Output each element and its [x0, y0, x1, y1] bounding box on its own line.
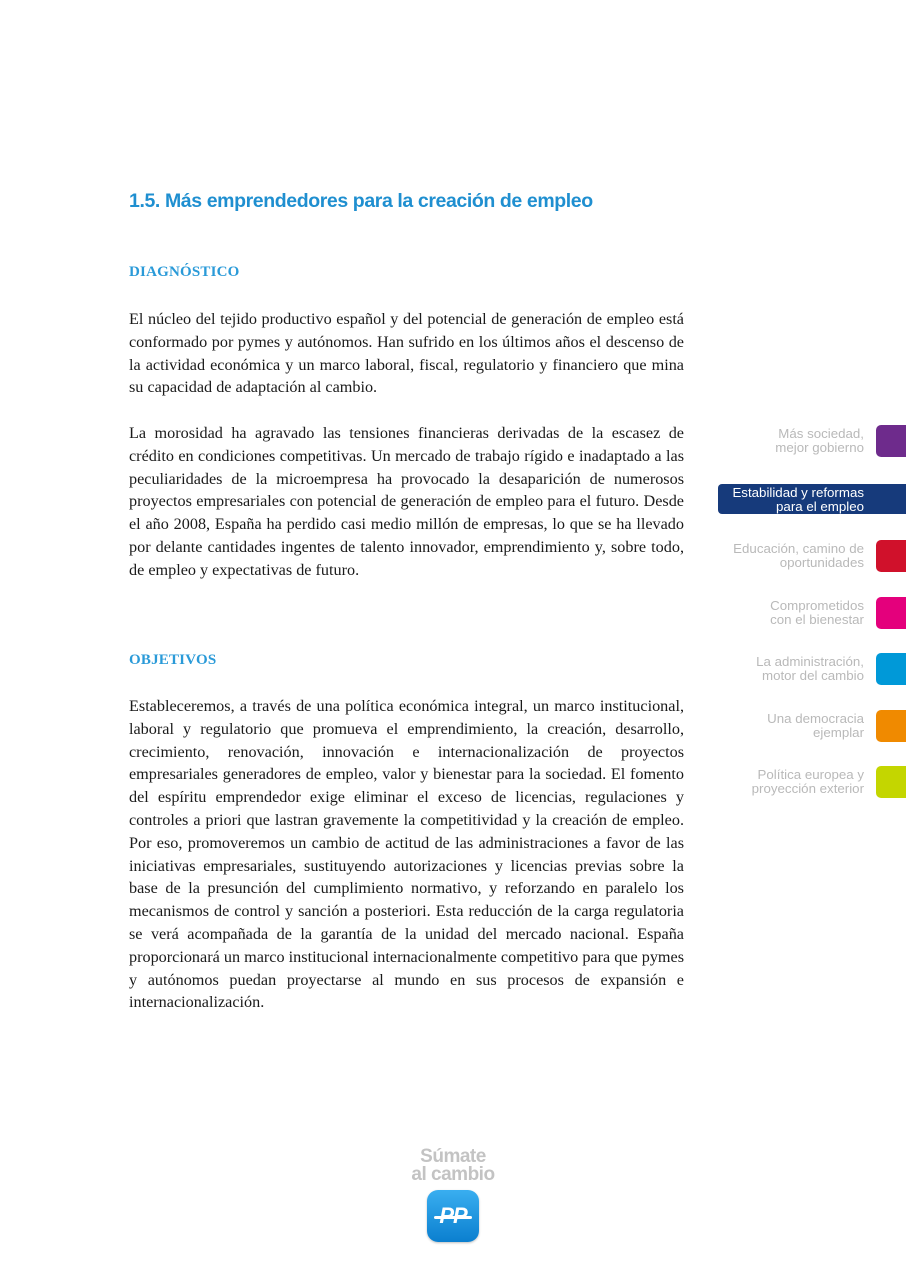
nav-item-democracia[interactable] — [706, 710, 906, 742]
pp-logo-wave — [434, 1216, 472, 1219]
diagnostico-paragraph-1: El núcleo del tejido productivo español y del potencial de generación de empleo está conformado por pymes y autónomos. Han sufrido en los últimos años el descenso de la actividad económica y un marco laboral, fiscal, regulatorio y financiero que mina su capacidad de adaptación al cambio. — [129, 310, 684, 397]
nav-item-label — [694, 427, 864, 455]
nav-label-line1: La administración, — [756, 654, 864, 669]
nav-item-label — [694, 768, 864, 796]
nav-item-label — [694, 542, 864, 570]
nav-item-politica-europea[interactable] — [706, 766, 906, 798]
nav-item-educacion[interactable] — [706, 540, 906, 572]
page-footer — [0, 1148, 906, 1242]
nav-label-line1: Educación, camino de — [733, 541, 864, 556]
nav-color-tab — [876, 597, 906, 629]
diagnostico-paragraph-2: La morosidad ha agravado las tensiones financieras derivadas de la escasez de crédito en condiciones competitivas. Un mercado de trabajo rígido e inadaptado a las peculiaridades de la microempresa ha provocado la desaparición de numerosos proyectos empresariales con potencial de generación de empleo para el futuro. Desde el año 2008, España ha perdido casi medio millón de empresas, lo que se ha llevado por delante cantidades ingentes de talento innovador, emprendimiento y, sobre todo, de empleo y expectativas de futuro. — [129, 424, 684, 579]
nav-label-line1: Estabilidad y reformas — [732, 485, 864, 500]
objetivos-paragraph: Estableceremos, a través de una política económica integral, un marco institucional, laboral y regulatorio que promueva el emprendimiento, la creación, desarrollo, crecimiento, renovación, innovación e internacionalización de proyectos empresariales generadores de empleo, valor y bienestar para la sociedad. El fomento del espíritu emprendedor exige eliminar el exceso de licencias, regulaciones y controles a priori que lastran gravemente la competitividad y la creación de empleo. Por eso, promoveremos un cambio de actitud de las administraciones a favor de las iniciativas empresariales, sustituyendo autorizaciones y licencias previas sobre la base de la presunción del cumplimiento normativo, y reforzando en paralelo los mecanismos de control y sanción a posteriori. Esta reducción de la carga regulatoria se verá acompañada de la garantía de la unidad del mercado nacional. España proporcionará un marco institucional internacionalmente competitivo para que pymes y autónomos puedan proyectarse al mundo en sus procesos de expansión e internacionalización. — [129, 697, 684, 1012]
nav-label-line2: con el bienestar — [770, 611, 864, 627]
nav-color-tab — [876, 710, 906, 742]
nav-item-label — [694, 486, 864, 514]
nav-label-line2: mejor gobierno — [775, 439, 864, 455]
diagnostico-heading: DIAGNÓSTICO — [129, 264, 240, 280]
nav-item-comprometidos[interactable] — [706, 597, 906, 629]
nav-item-label — [694, 712, 864, 740]
nav-item-estabilidad[interactable] — [718, 484, 906, 514]
pp-logo-icon — [427, 1190, 479, 1242]
nav-item-label — [694, 599, 864, 627]
slogan-line-2: al cambio — [411, 1164, 495, 1185]
nav-label-line1: Comprometidos — [770, 598, 864, 613]
nav-label-line2: ejemplar — [813, 724, 864, 740]
nav-color-tab — [876, 766, 906, 798]
nav-item-administracion[interactable] — [706, 653, 906, 685]
nav-color-tab — [876, 653, 906, 685]
slogan-line-1: Súmate — [420, 1146, 486, 1167]
nav-label-line2: motor del cambio — [762, 667, 864, 683]
nav-color-tab — [876, 540, 906, 572]
objetivos-heading: OBJETIVOS — [129, 652, 217, 668]
section-title: 1.5. Más emprendedores para la creación de empleo — [129, 190, 593, 212]
nav-label-line2: proyección exterior — [751, 780, 864, 796]
nav-label-line1: Una democracia — [767, 711, 864, 726]
nav-color-tab — [876, 425, 906, 457]
nav-label-line1: Política europea y — [757, 767, 864, 782]
nav-label-line2: para el empleo — [776, 498, 864, 514]
nav-item-mas-sociedad[interactable] — [706, 425, 906, 457]
nav-label-line1: Más sociedad, — [778, 426, 864, 441]
nav-item-label — [694, 655, 864, 683]
nav-label-line2: oportunidades — [779, 554, 864, 570]
